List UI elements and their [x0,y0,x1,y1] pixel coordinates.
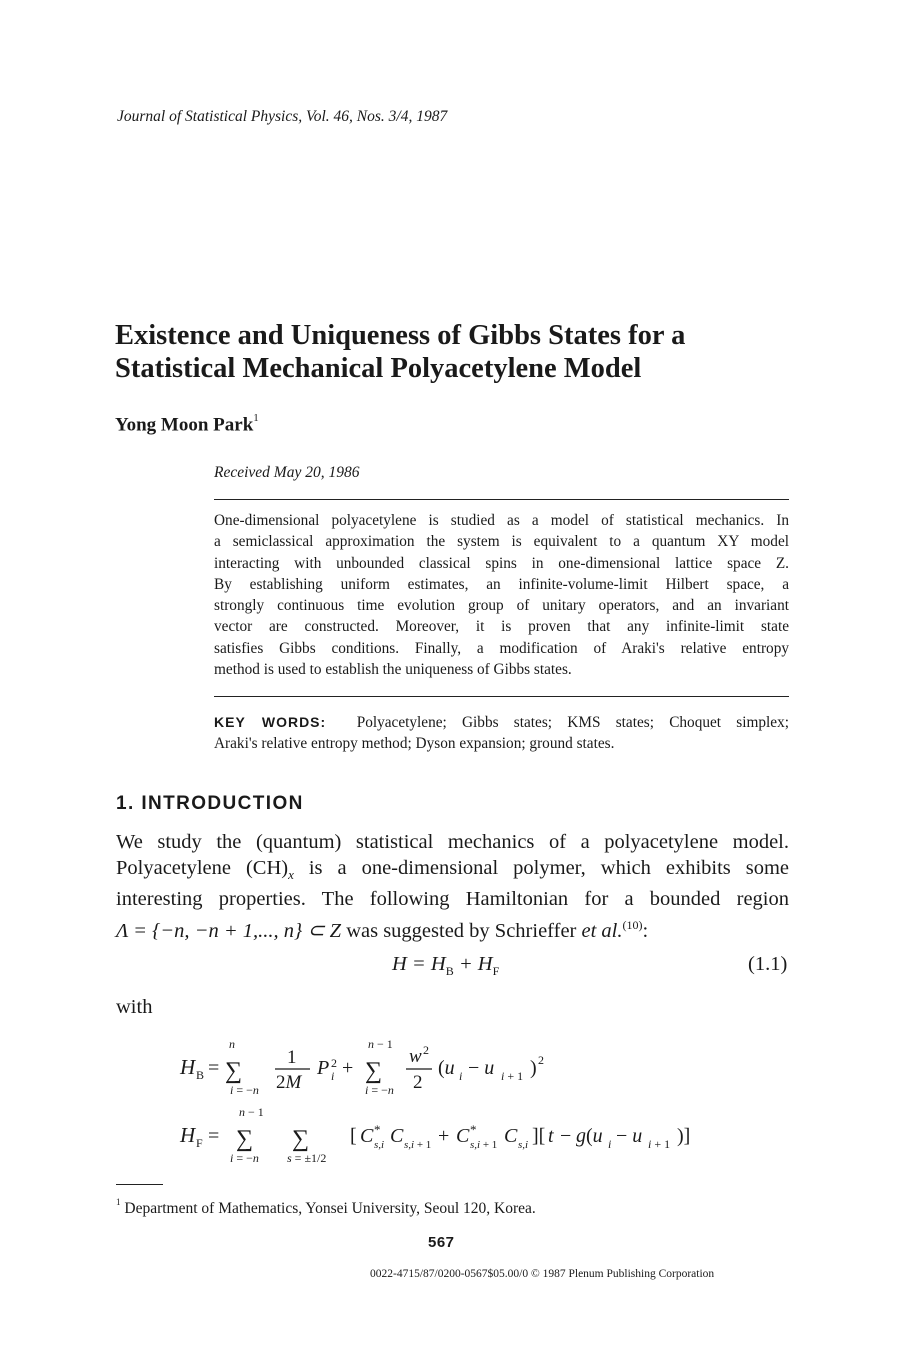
svg-text:H: H [180,1055,196,1079]
body-line: interesting properties. The following Hamiltonian for a bounded region [116,888,789,911]
svg-text:∑: ∑ [236,1126,254,1152]
keywords-line-1 [214,712,789,733]
footnote-mark: 1 [116,1197,121,1207]
svg-text:− u: − u [616,1125,643,1147]
title-line-2: Statistical Mechanical Polyacetylene Model [115,353,642,384]
svg-text:+: + [342,1057,354,1079]
author [115,414,259,436]
body-line [116,856,789,888]
hb-equation [179,1037,544,1097]
svg-text:P: P [317,1057,330,1079]
body-line-2-rest: is a one-dimensional polymer, which exhibits some [293,856,790,879]
keywords-line-2: Araki's relative entropy method; Dyson expansion; ground states. [214,735,615,753]
svg-text:i = −n: i = −n [230,1151,259,1165]
svg-text:i + 1: i + 1 [501,1069,524,1083]
svg-text:s,i + 1: s,i + 1 [404,1139,432,1151]
svg-text:∑: ∑ [292,1126,310,1152]
svg-text:2: 2 [423,1043,429,1057]
section-heading: 1. INTRODUCTION [116,793,304,814]
svg-text:2M: 2M [276,1072,302,1093]
svg-text:+: + [438,1125,450,1147]
body-line: We study the (quantum) statistical mechanics of a polyacetylene model. [116,831,789,853]
svg-text:1: 1 [287,1047,297,1068]
ch-formula: (CH) [245,856,289,879]
keywords-text-1: Polyacetylene; Gibbs states; KMS states; Choquet simplex; [356,714,789,731]
abstract [214,510,789,680]
svg-text:)]: )] [677,1125,691,1147]
svg-text:C: C [504,1125,518,1147]
author-name: Yong Moon Park [115,414,254,436]
region-formula: Λ = {−n, −n + 1,..., n} ⊂ Z [116,919,342,942]
journal-citation: Journal of Statistical Physics, Vol. 46, Nos. 3/4, 1987 [117,108,448,125]
svg-text:n − 1: n − 1 [239,1105,264,1119]
abstract-line: satisfies Gibbs conditions. Finally, a modification of Araki's relative entropy [214,639,789,657]
eq-lhs: H = H [392,953,446,975]
svg-text:s,i: s,i [518,1139,529,1151]
eq-sub-f: F [492,964,500,979]
svg-text:[: [ [350,1125,357,1147]
footnote [116,1199,536,1218]
footnote-rule [116,1184,163,1185]
svg-text:− u: − u [468,1057,495,1079]
title-line-1: Existence and Uniqueness of Gibbs States for a [115,320,686,351]
abstract-line: By establishing uniform estimates, an infinite-volume-limit Hilbert space, a [214,575,789,593]
svg-text:=: = [208,1057,220,1079]
body-text [116,830,789,944]
svg-text:i: i [331,1069,335,1083]
svg-text:F: F [196,1136,203,1150]
eq-sub-b: B [445,964,454,979]
svg-text:i: i [459,1069,463,1083]
abstract-line: vector are constructed. Moreover, it is proven that any infinite-limit state [214,618,789,636]
et-al: et al. [581,919,623,942]
svg-text:n: n [229,1037,235,1051]
svg-text:∑: ∑ [225,1058,243,1084]
svg-text:n − 1: n − 1 [368,1037,393,1051]
page-number: 567 [428,1234,455,1251]
svg-text:=: = [208,1125,220,1147]
received-date: Received May 20, 1986 [214,464,360,481]
with-word: with [116,996,153,1018]
hf-equation [179,1105,690,1165]
svg-text:w: w [409,1046,422,1067]
svg-text:i = −n: i = −n [365,1083,394,1097]
svg-text:g(u: g(u [576,1125,603,1147]
svg-text:C: C [456,1125,470,1147]
body-line-4-mid: was suggested by Schrieffer [341,919,582,942]
copyright-line: 0022-4715/87/0200-0567$05.00/0 © 1987 Plenum Publishing Corporation [370,1268,715,1280]
footnote-text: Department of Mathematics, Yonsei University, Seoul 120, Korea. [124,1200,536,1218]
svg-text:B: B [196,1068,205,1082]
svg-text:2: 2 [413,1072,423,1093]
svg-text:∑: ∑ [365,1058,383,1084]
body-line-2-start: Polyacetylene [116,856,246,879]
svg-text:s,i + 1: s,i + 1 [470,1139,498,1151]
abstract-bottom-rule [214,696,789,697]
abstract-line: a semiclassical approximation the system is equivalent to a quantum XY model [214,533,789,551]
keywords [214,712,789,755]
reference-mark: (10) [622,917,643,932]
abstract-line: One-dimensional polyacetylene is studied as a model of statistical mechanics. In [214,512,789,529]
paper-title [115,319,815,385]
svg-text:s = ±1/2: s = ±1/2 [287,1151,327,1165]
equation-1-1 [392,953,499,979]
eq-plus: + H [453,953,493,975]
abstract-line: strongly continuous time evolution group of unitary operators, and an invariant [214,597,789,615]
hamiltonian-equations [170,1030,770,1170]
abstract-top-rule [214,499,789,500]
svg-text:i + 1: i + 1 [648,1137,671,1151]
svg-text:−: − [560,1125,572,1147]
body-line [116,913,789,944]
svg-text:H: H [180,1123,196,1147]
svg-text:2: 2 [538,1053,544,1067]
abstract-line: interacting with unbounded classical spins in one-dimensional lattice space Z. [214,554,789,572]
keywords-label: KEY WORDS: [214,714,327,730]
equation-number: (1.1) [748,953,788,975]
svg-text:2: 2 [331,1056,337,1070]
svg-text:C: C [360,1125,374,1147]
abstract-line: method is used to establish the uniqueness of Gibbs states. [214,661,572,679]
svg-text:t: t [548,1125,554,1147]
svg-text:*: * [374,1122,381,1137]
body-line-4-colon: : [642,919,649,942]
svg-text:s,i: s,i [374,1139,385,1151]
svg-text:*: * [470,1122,477,1137]
author-footnote-mark: 1 [253,412,259,424]
svg-text:): ) [530,1057,537,1079]
ch-subscript: x [288,866,294,882]
svg-text:C: C [390,1125,404,1147]
svg-text:i = −n: i = −n [230,1083,259,1097]
svg-text:(u: (u [438,1057,455,1079]
svg-text:i: i [608,1137,612,1151]
svg-text:][: ][ [532,1125,546,1147]
